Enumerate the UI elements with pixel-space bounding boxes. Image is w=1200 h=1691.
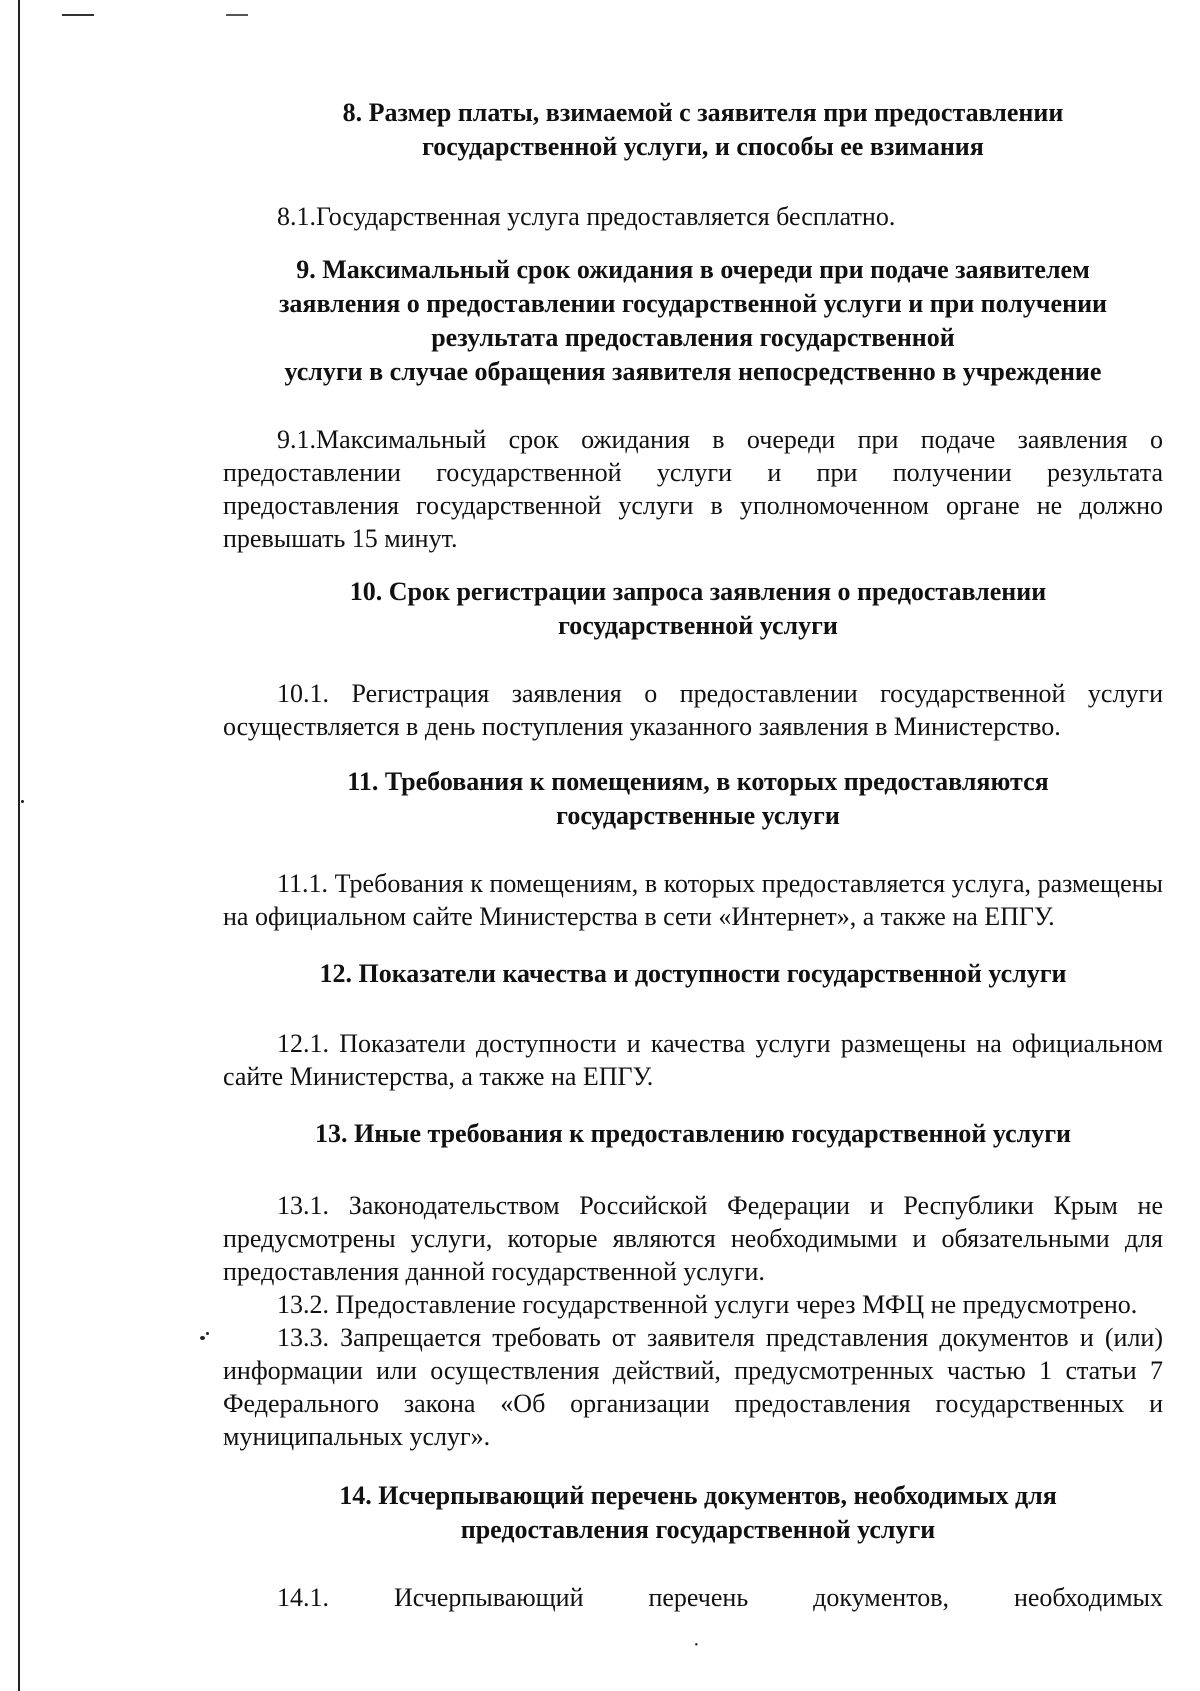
scan-left-edge-line [18, 0, 20, 1691]
section-12 [223, 957, 1163, 1093]
scan-top-mark [62, 14, 94, 16]
section-paragraph: 13.1. Законодательством Российской Федерации и Республики Крым не предусмотрены услуги, которые являются необходимыми и обязательными для предоставления данной государственной услуги. [223, 1191, 1163, 1286]
section-heading: 8. Размер платы, взимаемой с заявителя при предоставлении государственной услуги, и способы ее взимания [342, 98, 1064, 161]
section-11 [223, 765, 1163, 933]
scan-speck [21, 800, 24, 803]
section-14 [223, 1479, 1163, 1614]
section-paragraph: 14.1. Исчерпывающий перечень документов, необходимых [277, 1583, 1163, 1612]
section-paragraph: 8.1.Государственная услуга предоставляется бесплатно. [277, 202, 896, 231]
section-heading: 12. Показатели качества и доступности государственной услуги [319, 959, 1067, 988]
section-10 [223, 575, 1163, 743]
scan-top-mark [226, 14, 248, 16]
section-paragraph: 10.1. Регистрация заявления о предоставлении государственной услуги осуществляется в день поступления указанного заявления в Министерство. [223, 679, 1163, 741]
section-paragraph: 13.2. Предоставление государственной услуги через МФЦ не предусмотрено. [277, 1290, 1138, 1319]
section-paragraph: 9.1.Максимальный срок ожидания в очереди при подаче заявления о предоставлении государственной услуги и при получении результата предоставления государственной услуги в уполномоченном органе не должно превышать 15 минут. [223, 425, 1163, 553]
section-9 [223, 253, 1163, 555]
section-heading: 10. Срок регистрации запроса заявления о предоставлении государственной услуги [349, 577, 1047, 640]
section-heading: 13. Иные требования к предоставлению государственной услуги [314, 1119, 1072, 1148]
section-paragraph: 13.3. Запрещается требовать от заявителя представления документов и (или) информации или осуществления действий, предусмотренных частью 1 статьи 7 Федерального закона «Об организации предоставления государственных и муниципальных услуг». [223, 1323, 1163, 1451]
section-heading: 11. Требования к помещениям, в которых предоставляются государственные услуги [347, 767, 1049, 830]
section-paragraph: 12.1. Показатели доступности и качества услуги размещены на официальном сайте Министерства, а также на ЕПГУ. [223, 1029, 1163, 1091]
section-heading: 9. Максимальный срок ожидания в очереди при подаче заявителем заявления о предоставлении государственной услуги и при получении результата предоставления государственной услуги в случае обращения заявителя непосредственно в учреждение [278, 255, 1108, 386]
document-body [223, 96, 1163, 1614]
section-paragraph: 11.1. Требования к помещениям, в которых предоставляется услуга, размещены на официальном сайте Министерства в сети «Интернет», а также на ЕПГУ. [223, 869, 1163, 931]
scan-speck [206, 1332, 209, 1335]
scan-speck [200, 1336, 205, 1340]
scan-dot-mark: · [693, 1634, 700, 1656]
section-13 [223, 1117, 1163, 1453]
section-heading: 14. Исчерпывающий перечень документов, необходимых для предоставления государственной услуги [339, 1481, 1057, 1544]
section-8 [223, 96, 1163, 233]
